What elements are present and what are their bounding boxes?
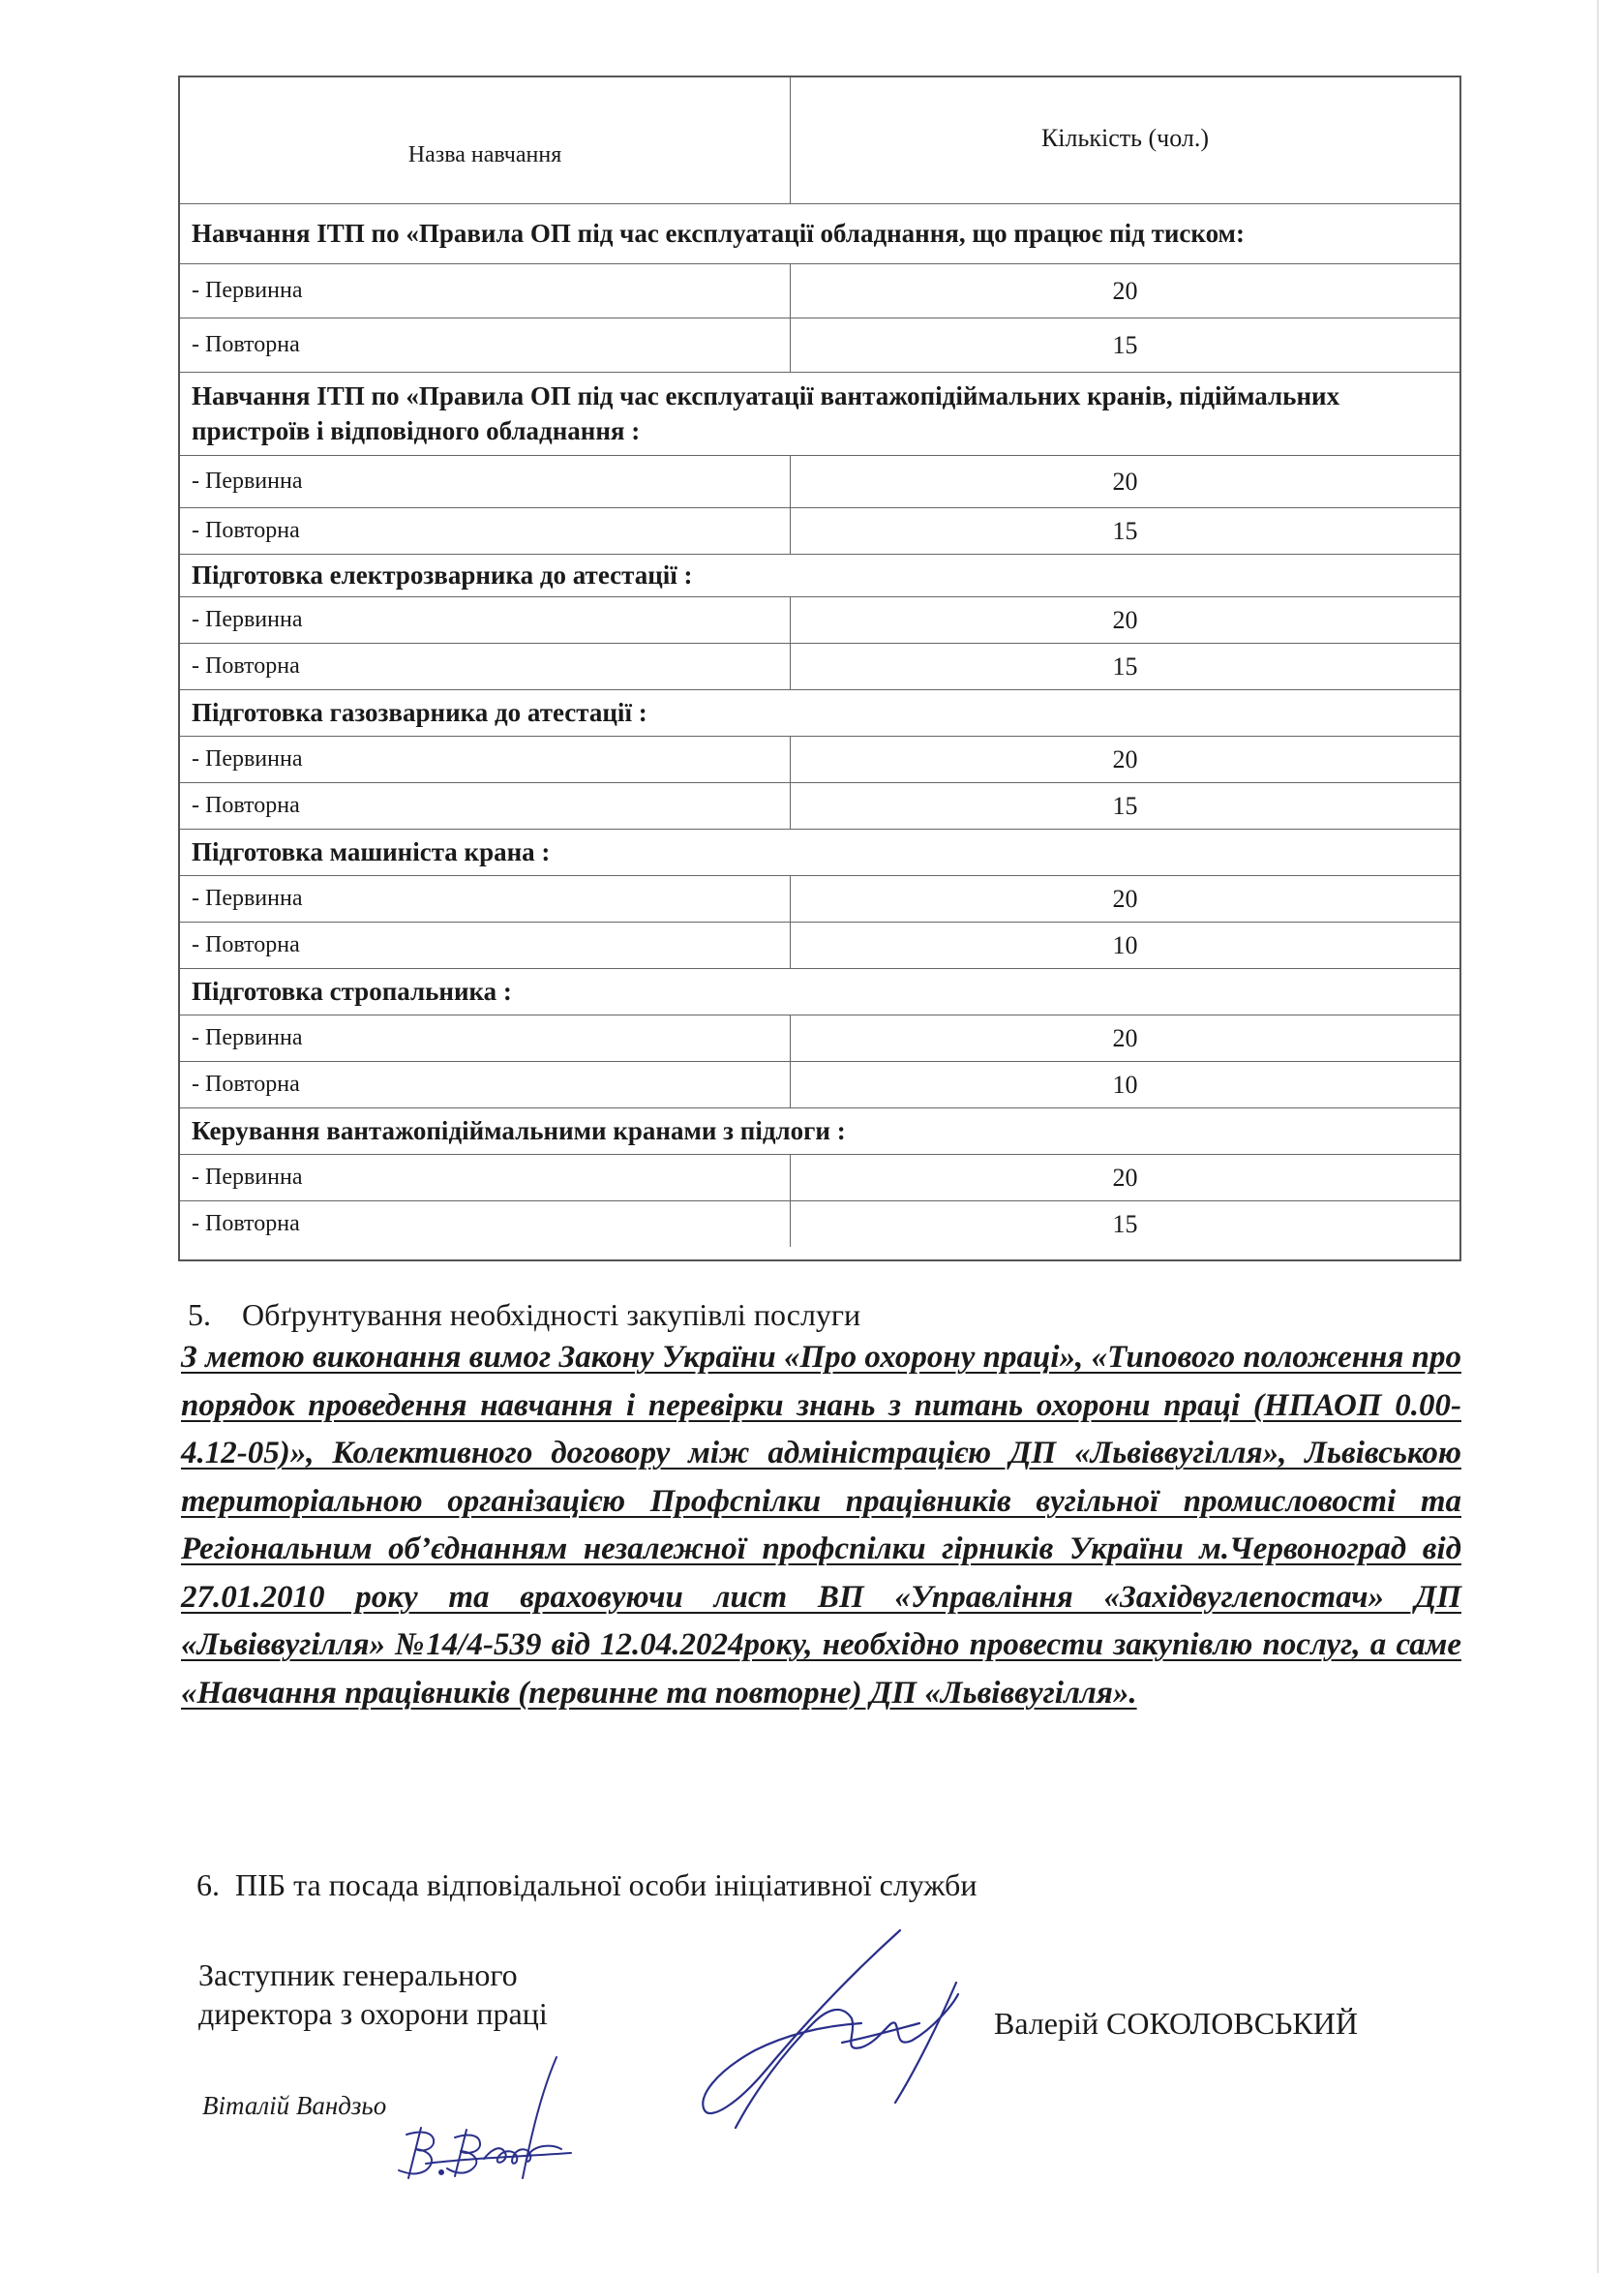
table-section-row [180,968,1459,1015]
table-section-row [180,829,1459,875]
section-5-number: 5. [188,1297,211,1332]
section-title: Керування вантажопідіймальними кранами з підлоги : [192,1115,846,1145]
table-section-row [180,1107,1459,1154]
section-title: Навчання ІТП по «Правила ОП під час експлуатації вантажопідіймальних кранів, підіймальних пристроїв і відповідного обладнання : [192,381,1340,445]
row-label: - Первинна [180,876,791,922]
row-value: 20 [1112,467,1138,496]
section-title: Навчання ІТП по «Правила ОП під час експлуатації обладнання, що працює під тиском: [192,218,1245,248]
row-value: 10 [1112,930,1138,959]
signatory-position [198,1955,548,2033]
table-section-row [180,689,1459,736]
section-5-heading [188,1297,860,1333]
table-row [180,318,1459,372]
table-row [180,643,1459,689]
table-section-row [180,372,1459,455]
table-row [180,507,1459,554]
row-label: - Повторна [180,783,791,829]
row-label: - Первинна [180,597,791,643]
row-label: - Первинна [180,1015,791,1061]
table-section-row [180,203,1459,263]
position-line-1: Заступник генерального [198,1957,518,1992]
row-value: 10 [1112,1070,1138,1099]
row-label: - Первинна [180,1155,791,1200]
table-row [180,1154,1459,1200]
table-row [180,736,1459,782]
table-row [180,782,1459,829]
signatory-name: Валерій СОКОЛОВСЬКИЙ [994,2006,1358,2041]
page-edge-shadow [1597,0,1599,2273]
training-table [178,76,1461,1261]
section-title: Підготовка газозварника до атестації : [192,697,647,727]
table-row [180,1015,1459,1061]
section-6-number: 6. [196,1867,220,1902]
row-value: 20 [1112,1023,1138,1052]
header-name-cell: Назва навчання [180,77,791,203]
row-value: 15 [1112,791,1138,820]
section-title: Підготовка стропальника : [192,976,512,1006]
table-row [180,875,1459,922]
row-label: - Повторна [180,644,791,689]
table-section-row [180,554,1459,596]
row-value: 20 [1112,276,1138,305]
section-title: Підготовка машиніста крана : [192,836,551,866]
table-row [180,922,1459,968]
position-line-2: директора з охорони праці [198,1996,548,2031]
row-label: - Первинна [180,264,791,318]
table-row [180,1061,1459,1107]
table-row [180,455,1459,507]
justification-text: З метою виконання вимог Закону України «Про охорону праці», «Типового положення про порядок проведення навчання і перевірки знань з питань охорони праці (НПАОП 0.00-4.12-05)», Колективного договору між адміністрацією ДП «Львіввугілля», Львівською територіальною організацією Профспілки працівників вугільної промисловості та Регіональним об’єднанням незалежної профспілки гірників України м.Червоноград від 27.01.2010 року та враховуючи лист ВП «Управління «Західвуглепостач» ДП «Львіввугілля» №14/4-539 від 12.04.2024року, необхідно провести закупівлю послуг, а саме «Навчання працівників (первинне та повторне) ДП «Львіввугілля». [181,1340,1461,1711]
section-5-title: Обґрунтування необхідності закупівлі послуги [242,1297,861,1332]
executor-name: Віталій Вандзьо [202,2091,387,2120]
row-value: 20 [1112,744,1138,773]
row-value: 15 [1112,652,1138,681]
row-value: 20 [1112,884,1138,913]
table-row [180,1200,1459,1247]
executor-signature [387,2052,600,2188]
table-row [180,596,1459,643]
row-value: 20 [1112,605,1138,634]
row-label: - Повторна [180,1062,791,1107]
section-6-title: ПІБ та посада відповідальної особи ініціативної служби [235,1867,977,1902]
row-value: 15 [1112,330,1138,359]
header-quantity-cell: Кількість (чол.) [1040,124,1210,152]
table-header-row [180,77,1459,203]
row-label: - Повторна [180,1201,791,1247]
main-signature [697,1926,987,2130]
row-label: - Повторна [180,508,791,554]
section-6-heading [196,1867,977,1903]
row-label: - Первинна [180,456,791,507]
row-value: 15 [1112,516,1138,545]
section-title: Підготовка електрозварника до атестації : [192,560,693,590]
row-label: - Повторна [180,318,791,372]
table-row [180,263,1459,318]
row-label: - Повторна [180,923,791,968]
row-value: 15 [1112,1209,1138,1238]
row-label: - Первинна [180,737,791,782]
row-value: 20 [1112,1163,1138,1192]
